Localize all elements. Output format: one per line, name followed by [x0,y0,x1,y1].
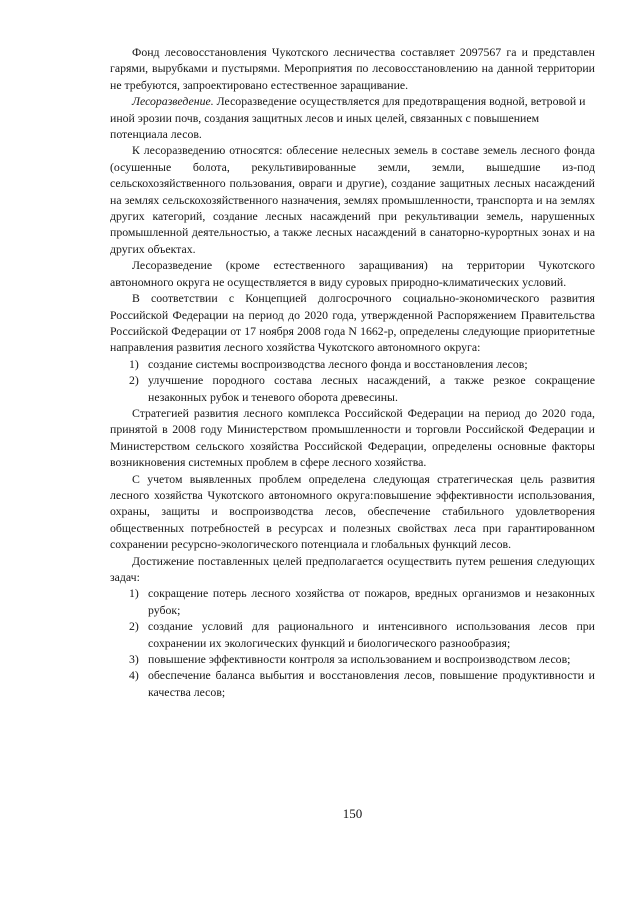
list-item [129,651,595,667]
list-item-number: 1) [129,586,139,601]
list-item [129,667,595,700]
list-item [129,372,595,405]
body-text [110,44,595,700]
paragraph-afforestation-definition [110,93,595,142]
list-item-text: создание условий для рационального и интенсивного использования лесов при сохранении их экологических функций и биологического разнообразия; [148,619,595,650]
paragraph-afforestation-includes: К лесоразведению относятся: облесение нелесных земель в составе земель лесного фонда (осушенные болота, рекультивированные земли, земли, вышедшие из-под сельскохозяйственного пользования, овраги и другие), создание защитных лесных насаждений на землях сельскохозяйственного назначения, землях промышленности, транспорта и на землях других категорий, создание лесных насаждений при рекультивации земель, нарушенных промышленной деятельностью, а также лесных насаждений в санаторно-курортных зонах и на других объектах. [110,143,595,256]
paragraph-strategy: Стратегией развития лесного комплекса Российской Федерации на период до 2020 года, принятой в 2008 году Министерством промышленности и торговли Российской Федерации и Министерством сельского хозяйства Российской Федерации, определены основные факторы возникновения системных проблем в сфере лесного хозяйства. [110,405,595,470]
list-item-number: 2) [129,619,139,634]
list-item [129,356,595,372]
term-afforestation: Лесоразведение. [132,94,214,109]
list-item-number: 1) [129,356,139,371]
paragraph-tasks-intro: Достижение поставленных целей предполагается осуществить путем решения следующих задач: [110,553,595,584]
paragraph-forest-fund: Фонд лесовосстановления Чукотского лесничества составляет 2097567 га и представлен гарями, вырубками и пустырями. Мероприятия по лесовосстановлению на данной территории не требуются, запроектировано естественное заращивание. [110,45,595,92]
paragraph-afforestation-chukotka: Лесоразведение (кроме естественного заращивания) на территории Чукотского автономного округа не осуществляется в виду суровых природно-климатических условий. [110,258,595,289]
tasks-list [110,585,595,700]
paragraph-strategic-goal: С учетом выявленных проблем определена следующая стратегическая цель развития лесного хозяйства Чукотского автономного округа:повышение эффективности использования, охраны, защиты и воспроизводства лесов, обеспечение стабильного удовлетворения общественных потребностей в ресурсах и полезных свойствах леса при гарантированном сохранении ресурсно-экологического потенциала и глобальных функций лесов. [110,471,595,552]
list-item-text: обеспечение баланса выбытия и восстановления лесов, повышение продуктивности и качества лесов; [148,668,595,699]
list-item [129,618,595,651]
list-item-number: 3) [129,652,139,667]
paragraph-concept-2020: В соответствии с Концепцией долгосрочного социально-экономического развития Российской Федерации на период до 2020 года, утвержденной Распоряжением Правительства Российской Федерации от 17 ноября 2008 года N 1662-р, определены следующие приоритетные направления развития лесного хозяйства Чукотского автономного округа: [110,291,595,355]
list-item [129,585,595,618]
page-number: 150 [342,806,363,821]
list-item-text: создание системы воспроизводства лесного фонда и восстановления лесов; [148,356,528,371]
list-item-text: сокращение потерь лесного хозяйства от пожаров, вредных организмов и незаконных рубок; [148,586,595,617]
priority-directions-list [110,356,595,405]
list-item-number: 2) [129,373,139,388]
list-item-text: улучшение породного состава лесных насаждений, а также резкое сокращение незаконных рубок и теневого оборота древесины. [148,373,595,404]
afforestation-definition-text: Лесоразведение осуществляется для предотвращения водной, ветровой и иной эрозии почв, создания защитных лесов и иных целей, связанных с повышением потенциала лесов. [110,94,586,142]
list-item-number: 4) [129,668,139,683]
list-item-text: повышение эффективности контроля за использованием и воспроизводством лесов; [148,652,571,667]
